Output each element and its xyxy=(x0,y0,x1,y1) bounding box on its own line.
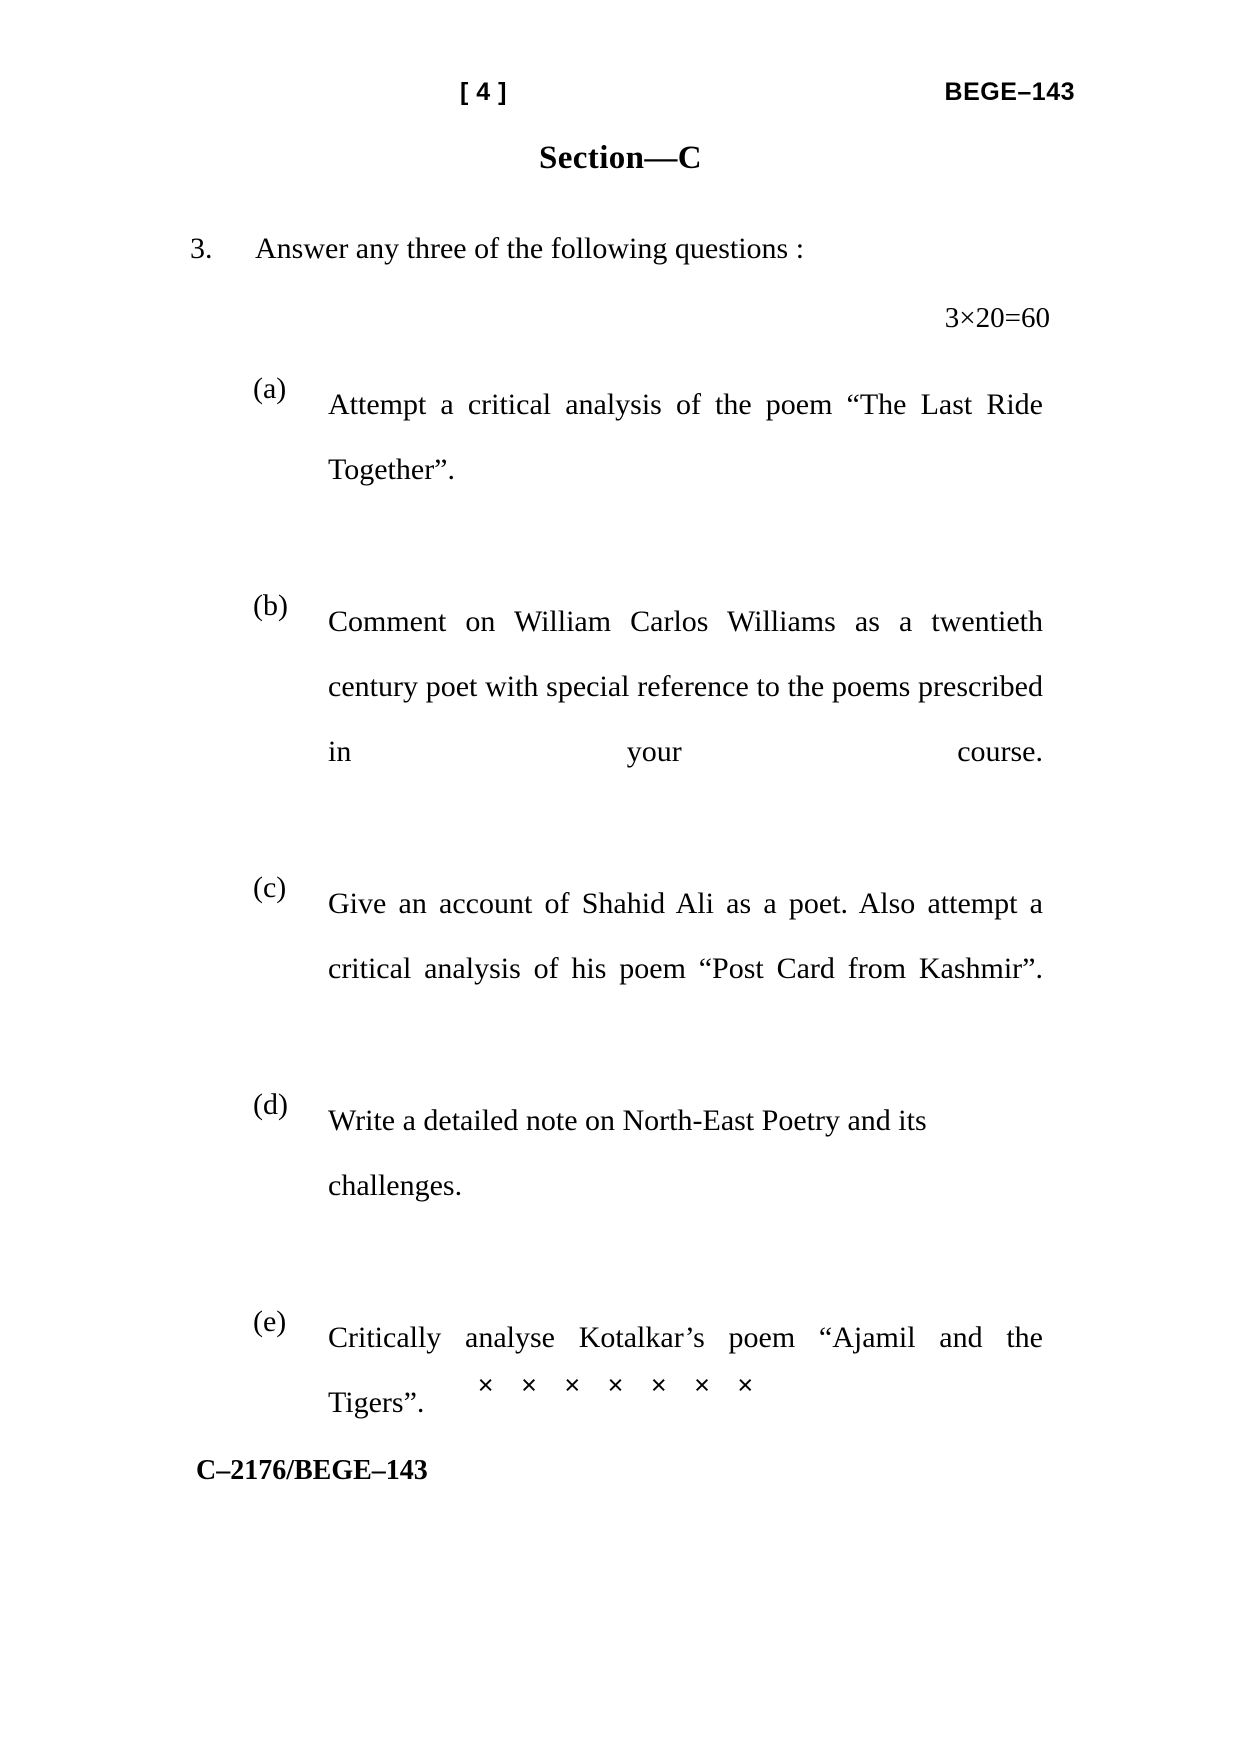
item-label: (c) xyxy=(253,871,287,904)
item-text: Give an account of Shahid Ali as a poet. Also attempt a critical analysis of his poem “Post Card from Kashmir”. xyxy=(328,887,1043,985)
list-item xyxy=(253,871,1043,1066)
item-text: Attempt a critical analysis of the poem “The Last Ride Together”. xyxy=(328,388,1043,486)
paper-code: BEGE–143 xyxy=(944,78,1075,106)
list-item xyxy=(253,372,1043,567)
question-number: 3. xyxy=(190,232,213,265)
list-item xyxy=(253,1088,1043,1283)
list-item xyxy=(253,589,1043,849)
question-marks: 3×20=60 xyxy=(944,302,1050,334)
footer-code: C–2176/BEGE–143 xyxy=(196,1455,428,1486)
item-label: (e) xyxy=(253,1305,287,1338)
item-text: Comment on William Carlos Williams as a twentieth century poet with special reference to the poems prescribed in your course. xyxy=(328,605,1043,768)
question-instruction: Answer any three of the following questions : xyxy=(255,232,805,265)
item-text: Critically analyse Kotalkar’s poem “Ajamil and the Tigers”. xyxy=(328,1321,1043,1419)
decorative-stars: × × × × × × × xyxy=(477,1370,764,1400)
page-header xyxy=(175,78,1075,112)
question-sub-items xyxy=(253,372,1043,1522)
item-label: (d) xyxy=(253,1088,288,1121)
item-text: Write a detailed note on North-East Poetry and its challenges. xyxy=(328,1104,927,1202)
item-label: (b) xyxy=(253,589,288,622)
item-label: (a) xyxy=(253,372,287,405)
page-number: [ 4 ] xyxy=(460,78,507,106)
section-title: Section—C xyxy=(538,140,703,176)
